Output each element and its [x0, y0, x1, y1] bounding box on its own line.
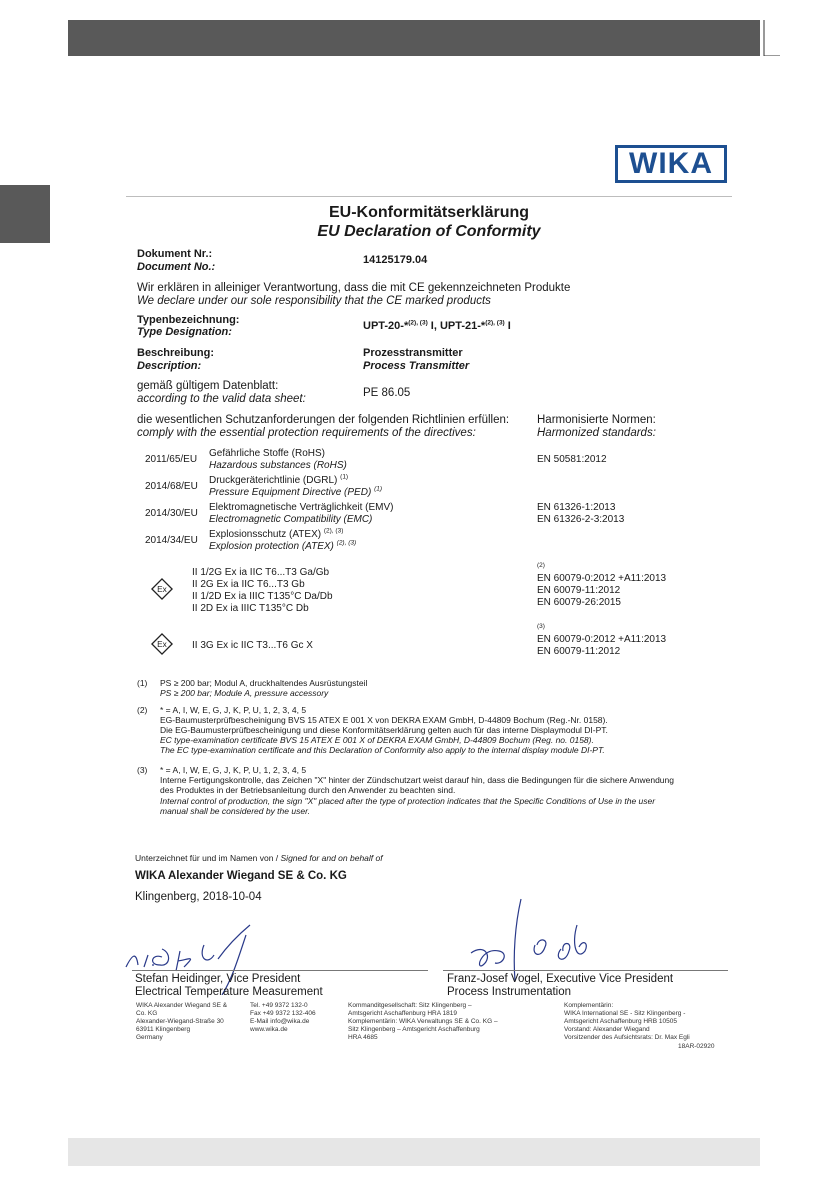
directive-name-en: Electromagnetic Compatibility (EMC)	[209, 514, 373, 525]
directive-name-en: Hazardous substances (RoHS)	[209, 460, 347, 471]
wika-logo: WIKA	[615, 145, 727, 183]
signature-line	[443, 970, 728, 971]
footer-partner: Komplementärin: WIKA International SE - Sitz Klingenberg - Amtsgericht Aschaffenburg HRB 10505 Vorstand: Alexander Wiegand Vorsitzender des Aufsichtsrats: Dr. Max Egli	[564, 1002, 690, 1041]
signatory-name: Franz-Josef Vogel, Executive Vice President	[447, 973, 674, 985]
footnote-line: Internal control of production, the sign "X" placed after the type of protection indicates that the Specific Conditions of Use in the user	[160, 796, 656, 806]
footnote-number: (3)	[137, 765, 148, 775]
signed-label: Unterzeichnet für und im Namen von / Signed for and on behalf of	[135, 853, 383, 863]
directive-code: 2014/34/EU	[145, 535, 198, 546]
footnote-line: The EC type-examination certificate and this Declaration of Conformity also apply to the internal display module DI-PT.	[160, 745, 605, 755]
header-bar	[68, 20, 760, 56]
type-label-de: Typenbezeichnung:	[137, 314, 240, 326]
directive-code: 2014/68/EU	[145, 481, 198, 492]
description-value-de: Prozesstransmitter	[363, 347, 463, 359]
footnote-line: PS ≥ 200 bar; Modul A, druckhaltendes Ausrüstungsteil	[160, 678, 368, 688]
footnote-line: Interne Fertigungskontrolle, das Zeichen "X" hinter der Zündschutzart weist darauf hin, dass die Bedingungen für die sichere Anwendung	[160, 775, 674, 785]
ex-marking-line: II 3G Ex ic IIC T3...T6 Gc X	[192, 640, 313, 651]
ex-standards-note: (3)	[537, 623, 545, 630]
title-english: EU Declaration of Conformity	[317, 223, 541, 240]
ex-standard: EN 60079-0:2012 +A11:2013	[537, 573, 667, 584]
footnote-line: EG-Baumusterprüfbescheinigung BVS 15 ATEX E 001 X von DEKRA EXAM GmbH, D-44809 Bochum (Reg.-Nr. 0158).	[160, 715, 608, 725]
footnote-line: des Produktes in der Betriebsanleitung durch den Anwender zu beachten sind.	[160, 785, 456, 795]
directive-standard: EN 50581:2012	[537, 454, 607, 465]
type-label-en: Type Designation:	[137, 326, 232, 338]
footnote-line: EC type-examination certificate BVS 15 ATEX E 001 X of DEKRA EXAM GmbH, D-44809 Bochum (Reg. no. 0158).	[160, 735, 594, 745]
footer-address: WIKA Alexander Wiegand SE & Co. KG Alexander-Wiegand-Straße 30 63911 Klingenberg Germany	[136, 1002, 228, 1041]
datasheet-label-de: gemäß gültigem Datenblatt:	[137, 380, 279, 392]
ex-standard: EN 60079-26:2015	[537, 597, 621, 608]
footnote-line: PS ≥ 200 bar; Module A, pressure accessory	[160, 688, 329, 698]
company-name: WIKA Alexander Wiegand SE & Co. KG	[135, 870, 347, 882]
signature-line	[132, 970, 428, 971]
signatory-department: Process Instrumentation	[447, 986, 572, 998]
footnote-line: * = A, I, W, E, G, J, K, P, U, 1, 2, 3, 4, 5	[160, 705, 307, 715]
ex-marking-line: II 1/2D Ex ia IIIC T135°C Da/Db	[192, 591, 333, 602]
ex-marking-line: II 2G Ex ia IIC T6...T3 Gb	[192, 579, 305, 590]
document-label-en: Document No.:	[137, 261, 216, 273]
footer-document-code: 18AR-02920	[678, 1043, 715, 1050]
standards-heading-de: Harmonisierte Normen:	[537, 414, 656, 426]
ex-standard: EN 60079-11:2012	[537, 646, 621, 657]
footer-contact: Tel. +49 9372 132-0 Fax +49 9372 132-406 E-Mail info@wika.de www.wika.de	[250, 1002, 316, 1033]
ex-marking-line: II 1/2G Ex ia IIC T6...T3 Ga/Gb	[192, 567, 330, 578]
footnote-number: (2)	[137, 705, 148, 715]
ex-mark-icon	[151, 633, 173, 660]
svg-text:Ex: Ex	[157, 640, 167, 650]
directive-name-de: Elektromagnetische Verträglichkeit (EMV)	[209, 502, 394, 513]
datasheet-value: PE 86.05	[363, 387, 411, 399]
document-label-de: Dokument Nr.:	[137, 248, 213, 260]
footnote-number: (1)	[137, 678, 148, 688]
directive-standard: EN 61326-1:2013	[537, 502, 616, 513]
footnote-line: * = A, I, W, E, G, J, K, P, U, 1, 2, 3, 4, 5	[160, 765, 307, 775]
footer-legal: Kommanditgesellschaft: Sitz Klingenberg – Amtsgericht Aschaffenburg HRA 1819 Komplementärin: WIKA Verwaltungs SE & Co. KG – Sitz Klingenberg – Amtsgericht Aschaffenburg HRA 4685	[348, 1002, 498, 1041]
type-designation: UPT-20-*$^{(2), (3)}$ I, UPT-21-*$^{(2), (3)}$ I	[363, 319, 511, 332]
page-corner-mark	[762, 20, 780, 56]
place-date: Klingenberg, 2018-10-04	[135, 891, 262, 903]
requirements-en: comply with the essential protection requirements of the directives:	[137, 427, 476, 439]
document-number: 14125179.04	[363, 254, 428, 266]
ex-standard: EN 60079-11:2012	[537, 585, 621, 596]
requirements-de: die wesentlichen Schutzanforderungen der folgenden Richtlinien erfüllen:	[137, 414, 510, 426]
directive-name-de: Gefährliche Stoffe (RoHS)	[209, 448, 325, 459]
title-german: EU-Konformitätserklärung	[328, 204, 530, 221]
responsibility-de: Wir erklären in alleiniger Verantwortung, dass die mit CE gekennzeichneten Produkte	[137, 282, 571, 294]
ex-standard: EN 60079-0:2012 +A11:2013	[537, 634, 667, 645]
directive-code: 2011/65/EU	[145, 454, 198, 465]
description-value-en: Process Transmitter	[363, 360, 470, 372]
signatory-name: Stefan Heidinger, Vice President	[135, 973, 301, 985]
footnote-line: manual shall be considered by the user.	[160, 806, 310, 816]
ex-marking-line: II 2D Ex ia IIIC T135°C Db	[192, 603, 309, 614]
directive-name-de: Druckgeräterichtlinie (DGRL) $^{(1)}$	[209, 473, 349, 486]
datasheet-label-en: according to the valid data sheet:	[137, 393, 306, 405]
signatory-department: Electrical Temperature Measurement	[135, 986, 323, 998]
directive-standard: EN 61326-2-3:2013	[537, 514, 625, 525]
footnote-line: Die EG-Baumusterprüfbescheinigung und diese Konformitätserklärung gelten auch für das interne Displaymodul DI-PT.	[160, 725, 608, 735]
footer-bar	[68, 1138, 760, 1166]
directive-name-en: Pressure Equipment Directive (PED) $^{(1)}$	[209, 485, 383, 498]
standards-heading-en: Harmonized standards:	[537, 427, 656, 439]
responsibility-en: We declare under our sole responsibility that the CE marked products	[137, 295, 491, 307]
directive-name-en: Explosion protection (ATEX) $^{(2), (3)}$	[209, 539, 357, 552]
title-divider	[126, 196, 732, 197]
description-label-de: Beschreibung:	[137, 347, 215, 359]
ex-mark-icon	[151, 578, 173, 605]
directive-code: 2014/30/EU	[145, 508, 198, 519]
svg-text:Ex: Ex	[157, 585, 167, 595]
directive-name-de: Explosionsschutz (ATEX) $^{(2), (3)}$	[209, 527, 344, 540]
ex-standards-note: (2)	[537, 562, 545, 569]
chapter-tab	[0, 185, 50, 243]
description-label-en: Description:	[137, 360, 202, 372]
